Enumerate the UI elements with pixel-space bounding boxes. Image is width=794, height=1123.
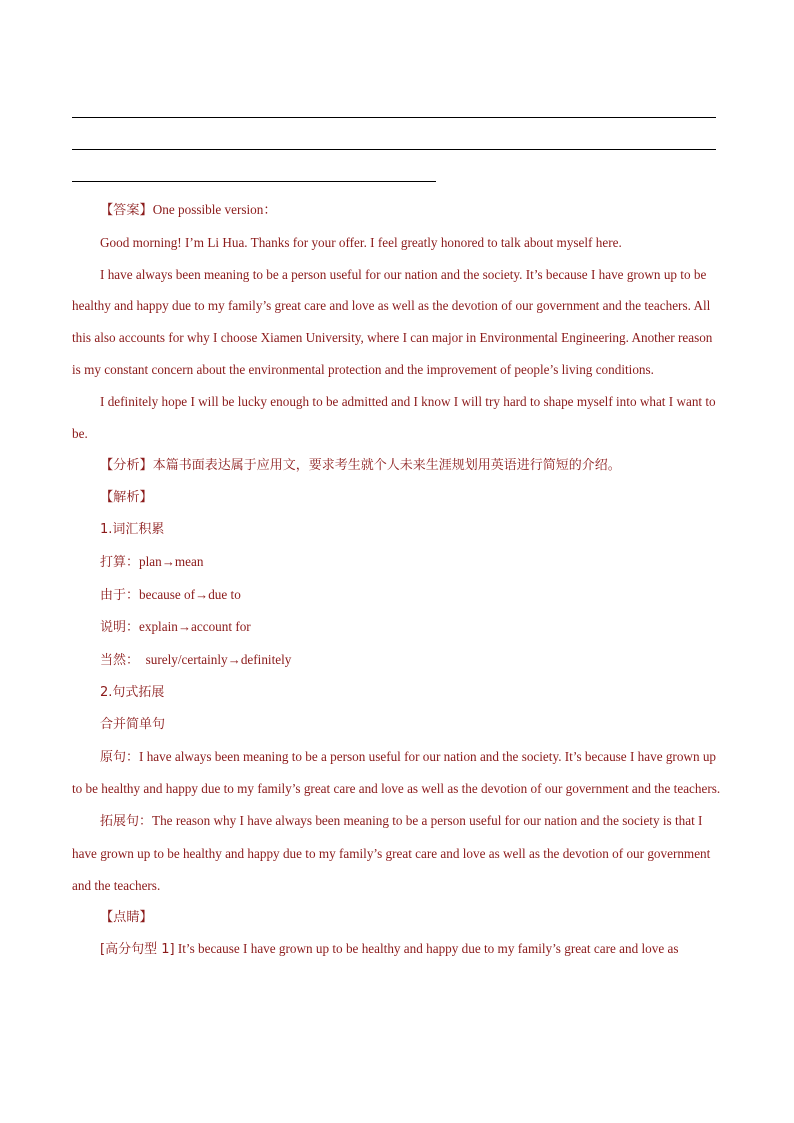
answer-paragraph-2: I have always been meaning to be a person useful for our nation and the society. It’s because I have grown up to be healthy and happy due to my family’s great care and love as well as the devotion of our government and the teachers. All this also accounts for why I choose Xiamen University, where I can major in Environmental Engineering. Another reason is my constant concern about the environmental protection and the improvement of people’s living conditions. — [72, 266, 713, 377]
extended-label: 拓展句： — [100, 814, 153, 830]
extended-sentence — [72, 805, 722, 901]
analysis-text: 本篇书面表达属于应用文，要求考生就个人未来生涯规划用英语进行简短的介绍。 — [152, 458, 621, 474]
extended-text: The reason why I have always been meaning to be a person useful for our nation and the society is that I have grown up to be healthy and happy due to my family’s great care and love as well as the devotion of our government and the teachers. — [72, 813, 711, 893]
vocab-item — [72, 579, 722, 612]
vocab-en: plan→mean — [139, 553, 204, 569]
analysis-label: 【分析】 — [100, 458, 153, 474]
vocab-cn: 由于： — [100, 587, 140, 603]
vocab-en: surely/certainly→definitely — [139, 652, 292, 668]
analysis-paragraph — [72, 449, 722, 482]
explanation-label: 【解析】 — [100, 490, 153, 506]
answer-paragraph-1: Good morning! I’m Li Hua. Thanks for your offer. I feel greatly honored to talk about myself here. — [100, 234, 622, 250]
document-body — [72, 194, 722, 966]
vocab-item — [72, 546, 722, 579]
original-sentence — [72, 741, 722, 806]
highlight-label: 【点睛】 — [100, 909, 153, 925]
highlight-tag: [高分句型 1] — [100, 942, 175, 958]
vocab-item — [72, 611, 722, 644]
original-text: I have always been meaning to be a person useful for our nation and the society. It’s because I have grown up to be healthy and happy due to my family’s great care and love as well as the devotion of our government and the teachers. — [72, 748, 721, 797]
answer-line-2 — [72, 149, 716, 150]
answer-paragraph-3: I definitely hope I will be lucky enough to be admitted and I know I will try hard to shape myself into what I want to be. — [72, 393, 716, 441]
answer-line-1 — [72, 117, 716, 118]
vocab-section-title: 1.词汇积累 — [100, 521, 165, 537]
vocab-cn: 打算： — [100, 554, 140, 570]
answer-heading — [72, 194, 722, 227]
answer-line-3 — [72, 181, 436, 182]
answer-intro: One possible version： — [152, 202, 277, 217]
vocab-item — [72, 644, 722, 677]
answer-label: 【答案】 — [100, 203, 153, 218]
vocab-en: explain→account for — [139, 619, 251, 635]
vocab-en: because of→due to — [139, 586, 241, 602]
sentence-subsection-title: 合并简单句 — [100, 716, 166, 732]
highlight-sentence — [72, 933, 722, 966]
vocab-cn: 说明： — [100, 620, 140, 636]
vocab-cn: 当然： — [100, 653, 140, 669]
highlight-text: It’s because I have grown up to be healthy and happy due to my family’s great care and love as — [174, 941, 679, 957]
original-label: 原句： — [100, 749, 140, 765]
sentence-section-title: 2.句式拓展 — [100, 684, 165, 700]
